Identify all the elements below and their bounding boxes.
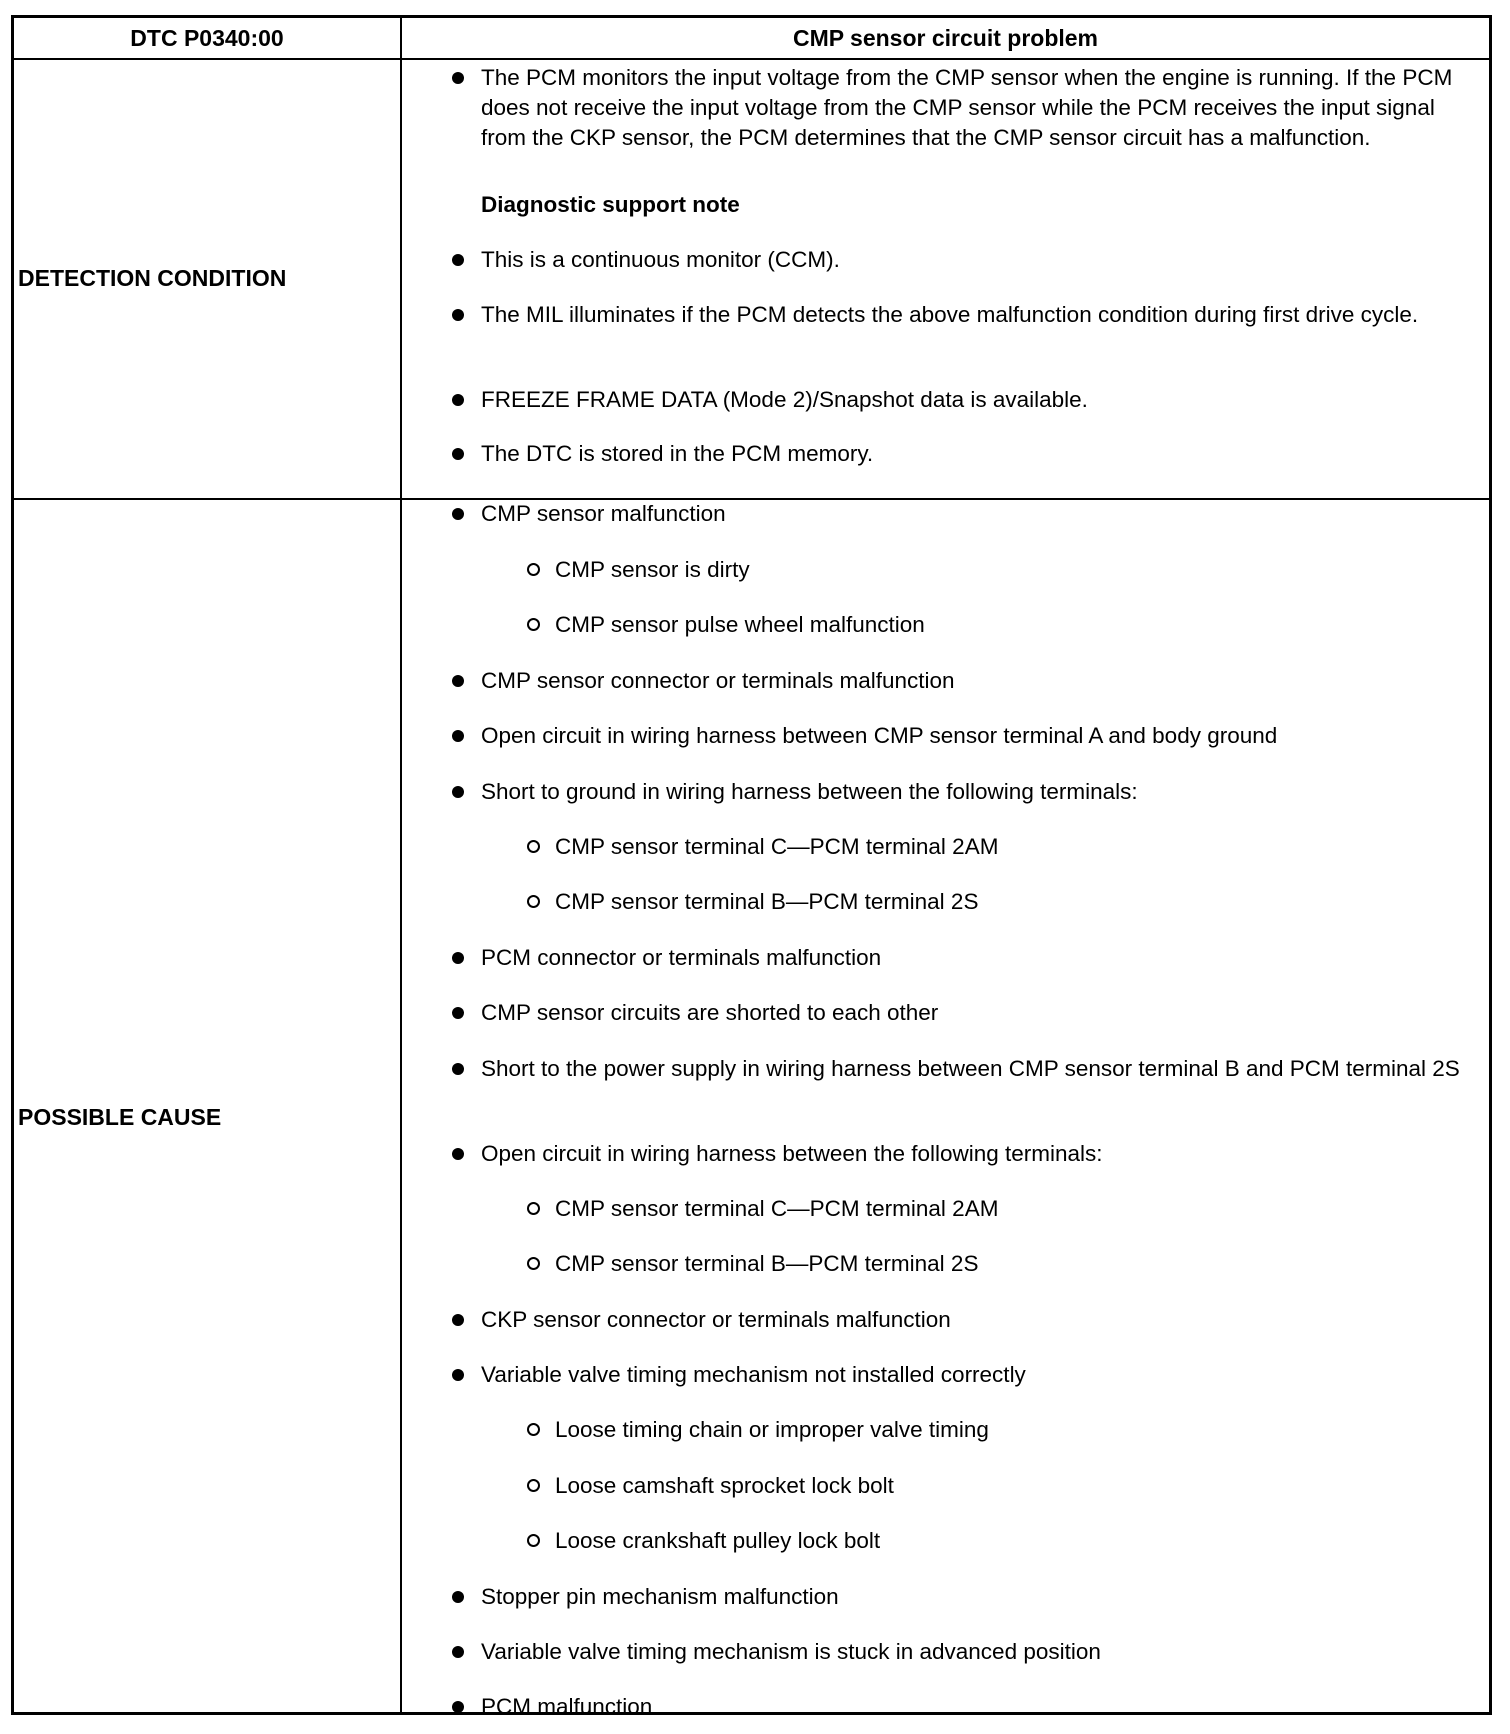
- sub-bullet-icon: [527, 563, 540, 576]
- dtc-code-header: DTC P0340:00: [130, 24, 284, 51]
- bullet-icon: [452, 952, 464, 964]
- sub-bullet-icon: [527, 1202, 540, 1215]
- list-item-text: Loose crankshaft pulley lock bolt: [555, 1528, 881, 1553]
- list-item-text: Loose camshaft sprocket lock bolt: [555, 1473, 894, 1498]
- dtc-table: [11, 15, 1492, 1719]
- bullet-icon: [452, 786, 464, 798]
- bullet-icon: [452, 1701, 464, 1713]
- sub-bullet-icon: [527, 618, 540, 631]
- bullet-icon: [452, 1314, 464, 1326]
- list-item-text: CMP sensor pulse wheel malfunction: [555, 612, 925, 637]
- bullet-icon: [452, 1369, 464, 1381]
- list-item-text: CMP sensor terminal B—PCM terminal 2S: [555, 889, 979, 914]
- bullet-icon: [452, 72, 464, 84]
- list-item-text: The DTC is stored in the PCM memory.: [481, 441, 874, 466]
- bullet-icon: [452, 730, 464, 742]
- sub-bullet-icon: [527, 1257, 540, 1270]
- list-item-text: Stopper pin mechanism malfunction: [481, 1584, 839, 1609]
- bullet-icon: [452, 508, 464, 520]
- column-divider: [400, 18, 402, 1712]
- list-item-text: PCM connector or terminals malfunction: [481, 945, 882, 970]
- list-item-text: The MIL illuminates if the PCM detects the above malfunction condition during first drive cycle.: [481, 302, 1419, 327]
- list-item-text: Variable valve timing mechanism not installed correctly: [481, 1362, 1026, 1387]
- list-item-text: FREEZE FRAME DATA (Mode 2)/Snapshot data is available.: [481, 387, 1088, 412]
- bullet-icon: [452, 675, 464, 687]
- dtc-title-header: CMP sensor circuit problem: [792, 24, 1099, 51]
- list-item-text: CKP sensor connector or terminals malfunction: [481, 1307, 951, 1332]
- list-item-text: CMP sensor connector or terminals malfunction: [481, 668, 955, 693]
- bullet-icon: [452, 1063, 464, 1075]
- detection-condition-label: DETECTION CONDITION: [18, 265, 287, 291]
- list-item-text: Short to the power supply in wiring harness between CMP sensor terminal B and PCM terminal 2S: [481, 1056, 1460, 1081]
- bullet-icon: [452, 1591, 464, 1603]
- list-item-text: Loose timing chain or improper valve timing: [555, 1417, 989, 1442]
- sub-bullet-icon: [527, 1423, 540, 1436]
- list-item-text: Variable valve timing mechanism is stuck in advanced position: [481, 1639, 1101, 1664]
- list-item-text: CMP sensor terminal C—PCM terminal 2AM: [555, 1196, 999, 1221]
- sub-bullet-icon: [527, 1479, 540, 1492]
- bullet-icon: [452, 1007, 464, 1019]
- bullet-icon: [452, 309, 464, 321]
- list-item-text: CMP sensor circuits are shorted to each other: [481, 1000, 939, 1025]
- sub-bullet-icon: [527, 895, 540, 908]
- sub-bullet-icon: [527, 1534, 540, 1547]
- list-item-text: Open circuit in wiring harness between CMP sensor terminal A and body ground: [481, 723, 1278, 748]
- list-item-text: PCM malfunction: [481, 1694, 653, 1719]
- list-item-text: Diagnostic support note: [481, 192, 740, 217]
- bullet-icon: [452, 448, 464, 460]
- list-item-text: This is a continuous monitor (CCM).: [481, 247, 840, 272]
- bullet-icon: [452, 394, 464, 406]
- list-item-text: Short to ground in wiring harness between the following terminals:: [481, 779, 1138, 804]
- bullet-icon: [452, 1148, 464, 1160]
- list-item-text: The PCM monitors the input voltage from the CMP sensor when the engine is running. If the PCM does not receive the input voltage from the CMP sensor while the PCM receives the input signal from the CKP sensor, the PCM determines that the CMP sensor circuit has a malfunction.: [481, 65, 1453, 150]
- bullet-icon: [452, 1646, 464, 1658]
- list-item-text: CMP sensor malfunction: [481, 501, 726, 526]
- sub-bullet-icon: [527, 840, 540, 853]
- list-item-text: CMP sensor is dirty: [555, 557, 750, 582]
- possible-cause-label: POSSIBLE CAUSE: [18, 1104, 222, 1130]
- header-divider: [14, 58, 1489, 60]
- bullet-icon: [452, 254, 464, 266]
- list-item-text: Open circuit in wiring harness between the following terminals:: [481, 1141, 1103, 1166]
- list-item-text: CMP sensor terminal C—PCM terminal 2AM: [555, 834, 999, 859]
- list-item-text: CMP sensor terminal B—PCM terminal 2S: [555, 1251, 979, 1276]
